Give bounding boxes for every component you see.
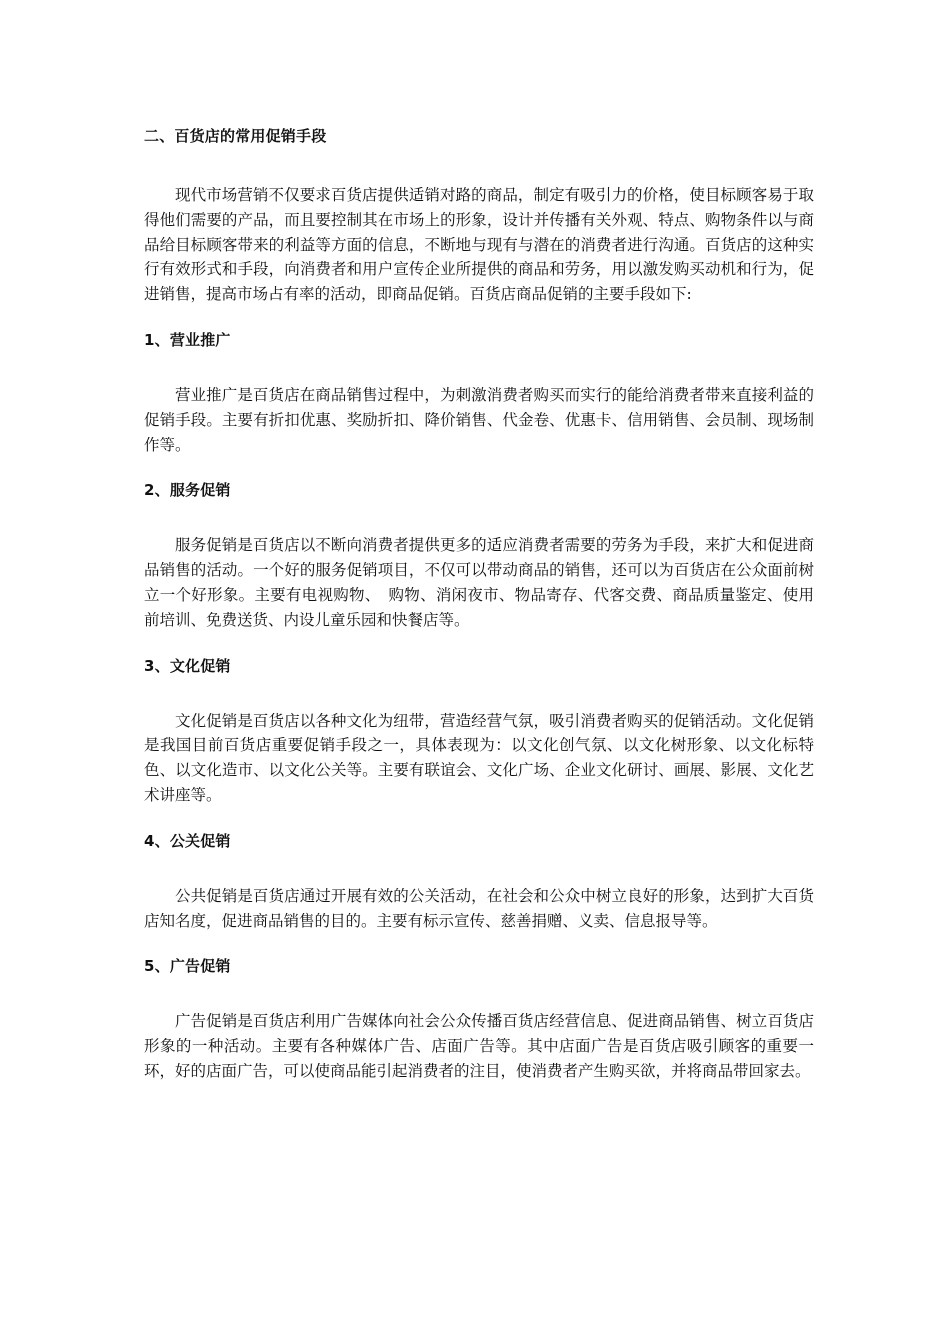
spacer — [144, 633, 814, 653]
section-heading-2: 2、服务促销 — [144, 481, 231, 500]
spacer — [144, 353, 814, 383]
document-title: 二、百货店的常用促销手段 — [144, 127, 327, 145]
section-paragraph-1: 营业推广是百货店在商品销售过程中，为刺激消费者购买而实行的能给消费者带来直接利益的促销手段。主要有折扣优惠、奖励折扣、降价销售、代金卷、优惠卡、信用销售、会员制、现场制作等。 — [144, 385, 814, 454]
spacer — [144, 854, 814, 884]
document-body — [144, 123, 814, 1084]
section-heading-4: 4、公关促销 — [144, 831, 231, 850]
spacer — [144, 307, 814, 327]
spacer — [144, 933, 814, 953]
intro-paragraph: 现代市场营销不仅要求百货店提供适销对路的商品，制定有吸引力的价格，使目标顾客易于取得他们需要的产品，而且要控制其在市场上的形象，设计并传播有关外观、特点、购物条件以与商品给目标顾客带来的利益等方面的信息，不断地与现有与潜在的消费者进行沟通。百货店的这种实行有效形式和手段，向消费者和用户宣传企业所提供的商品和劳务，用以激发购买动机和行为，促进销售，提高市场占有率的活动，即商品促销。百货店商品促销的主要手段如下: — [144, 186, 814, 304]
section-heading-5: 5、广告促销 — [144, 957, 231, 976]
section-heading-3: 3、文化促销 — [144, 656, 231, 675]
section-heading-1: 1、营业推广 — [144, 330, 231, 349]
section-paragraph-5: 广告促销是百货店利用广告媒体向社会公众传播百货店经营信息、促进商品销售、树立百货店形象的一种活动。主要有各种媒体广告、店面广告等。其中店面广告是百货店吸引顾客的重要一环，好的店面广告，可以使商品能引起消费者的注目，使消费者产生购买欲，并将商品带回家去。 — [144, 1012, 814, 1080]
section-paragraph-2: 服务促销是百货店以不断向消费者提供更多的适应消费者需要的劳务为手段，来扩大和促进商品销售的活动。一个好的服务促销项目，不仅可以带动商品的销售，还可以为百货店在公众面前树立一个好形象。主要有电视购物、 购物、消闲夜市、物品寄存、代客交费、商品质量鉴定、使用前培训、免费送货、内设儿童乐园和快餐店等。 — [144, 536, 814, 629]
section-paragraph-3: 文化促销是百货店以各种文化为纽带，营造经营气氛，吸引消费者购买的促销活动。文化促销是我国目前百货店重要促销手段之一，具体表现为：以文化创气氛、以文化树形象、以文化标特色、以文化造市、以文化公关等。主要有联谊会、文化广场、企业文化研讨、画展、影展、文化艺术讲座等。 — [144, 711, 814, 804]
spacer — [144, 149, 814, 183]
spacer — [144, 979, 814, 1009]
spacer — [144, 679, 814, 709]
section-paragraph-4: 公共促销是百货店通过开展有效的公关活动，在社会和公众中树立良好的形象，达到扩大百货店知名度，促进商品销售的目的。主要有标示宣传、慈善捐赠、义卖、信息报导等。 — [144, 886, 814, 930]
spacer — [144, 808, 814, 828]
spacer — [144, 457, 814, 477]
spacer — [144, 503, 814, 533]
